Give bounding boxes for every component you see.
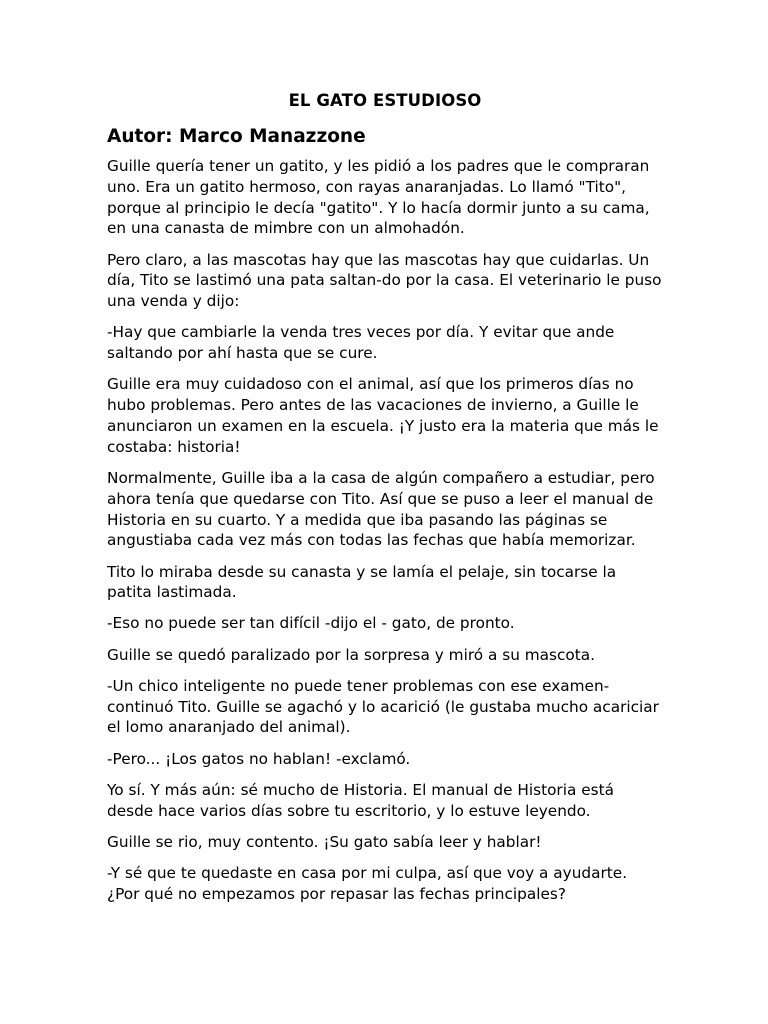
paragraph-1: Guille quería tener un gatito, y les pidió a los padres que le compraran uno. Era un gatito hermoso, con rayas anaranjadas. Lo llamó "Tito", porque al principio le decía "gatito". Y lo hacía dormir junto a su cama, en una canasta de mimbre con un almohadón. — [107, 157, 650, 238]
paragraph-11: Yo sí. Y más aún: sé mucho de Historia. El manual de Historia está desde hace varios días sobre tu escritorio, y lo estuve leyendo. — [107, 780, 614, 820]
paragraph-13: -Y sé que te quedaste en casa por mi culpa, así que voy a ayudarte. ¿Por qué no empezamos por repasar las fechas principales? — [107, 864, 628, 903]
document-title: EL GATO ESTUDIOSO — [288, 91, 482, 110]
paragraph-3: -Hay que cambiarle la venda tres veces por día. Y evitar que ande saltando por ahí hasta que se cure. — [107, 323, 615, 363]
paragraph-7: -Eso no puede ser tan difícil -dijo el - gato, de pronto. — [107, 614, 515, 633]
paragraph-2: Pero claro, a las mascotas hay que las mascotas hay que cuidarlas. Un día, Tito se lastimó una pata saltan-do por la casa. El veterinario le puso una venda y dijo: — [107, 250, 662, 311]
paragraph-8: Guille se quedó paralizado por la sorpresa y miró a su mascota. — [107, 645, 595, 664]
paragraph-10: -Pero... ¡Los gatos no hablan! -exclamó. — [107, 749, 411, 768]
paragraph-9: -Un chico inteligente no puede tener problemas con ese examen- continuó Tito. Guille se agachó y lo acarició (le gustaba mucho acariciar el lomo anaranjado del animal). — [107, 676, 659, 737]
paragraph-12: Guille se rio, muy contento. ¡Su gato sabía leer y hablar! — [107, 832, 542, 851]
paragraph-6: Tito lo miraba desde su canasta y se lamía el pelaje, sin tocarse la patita lastimada. — [107, 562, 617, 602]
document-body — [107, 90, 663, 915]
document-author: Autor: Marco Manazzone — [107, 126, 366, 147]
paragraph-5: Normalmente, Guille iba a la casa de algún compañero a estudiar, pero ahora tenía que quedarse con Tito. Así que se puso a leer el manual de Historia en su cuarto. Y a medida que iba pasando las páginas se angustiaba cada vez más con todas las fechas que había memorizar. — [107, 468, 655, 550]
paragraph-4: Guille era muy cuidadoso con el animal, así que los primeros días no hubo problemas. Pero antes de las vacaciones de invierno, a Guille le anunciaron un examen en la escuela. ¡Y justo era la materia que más le costaba: historia! — [107, 375, 659, 456]
